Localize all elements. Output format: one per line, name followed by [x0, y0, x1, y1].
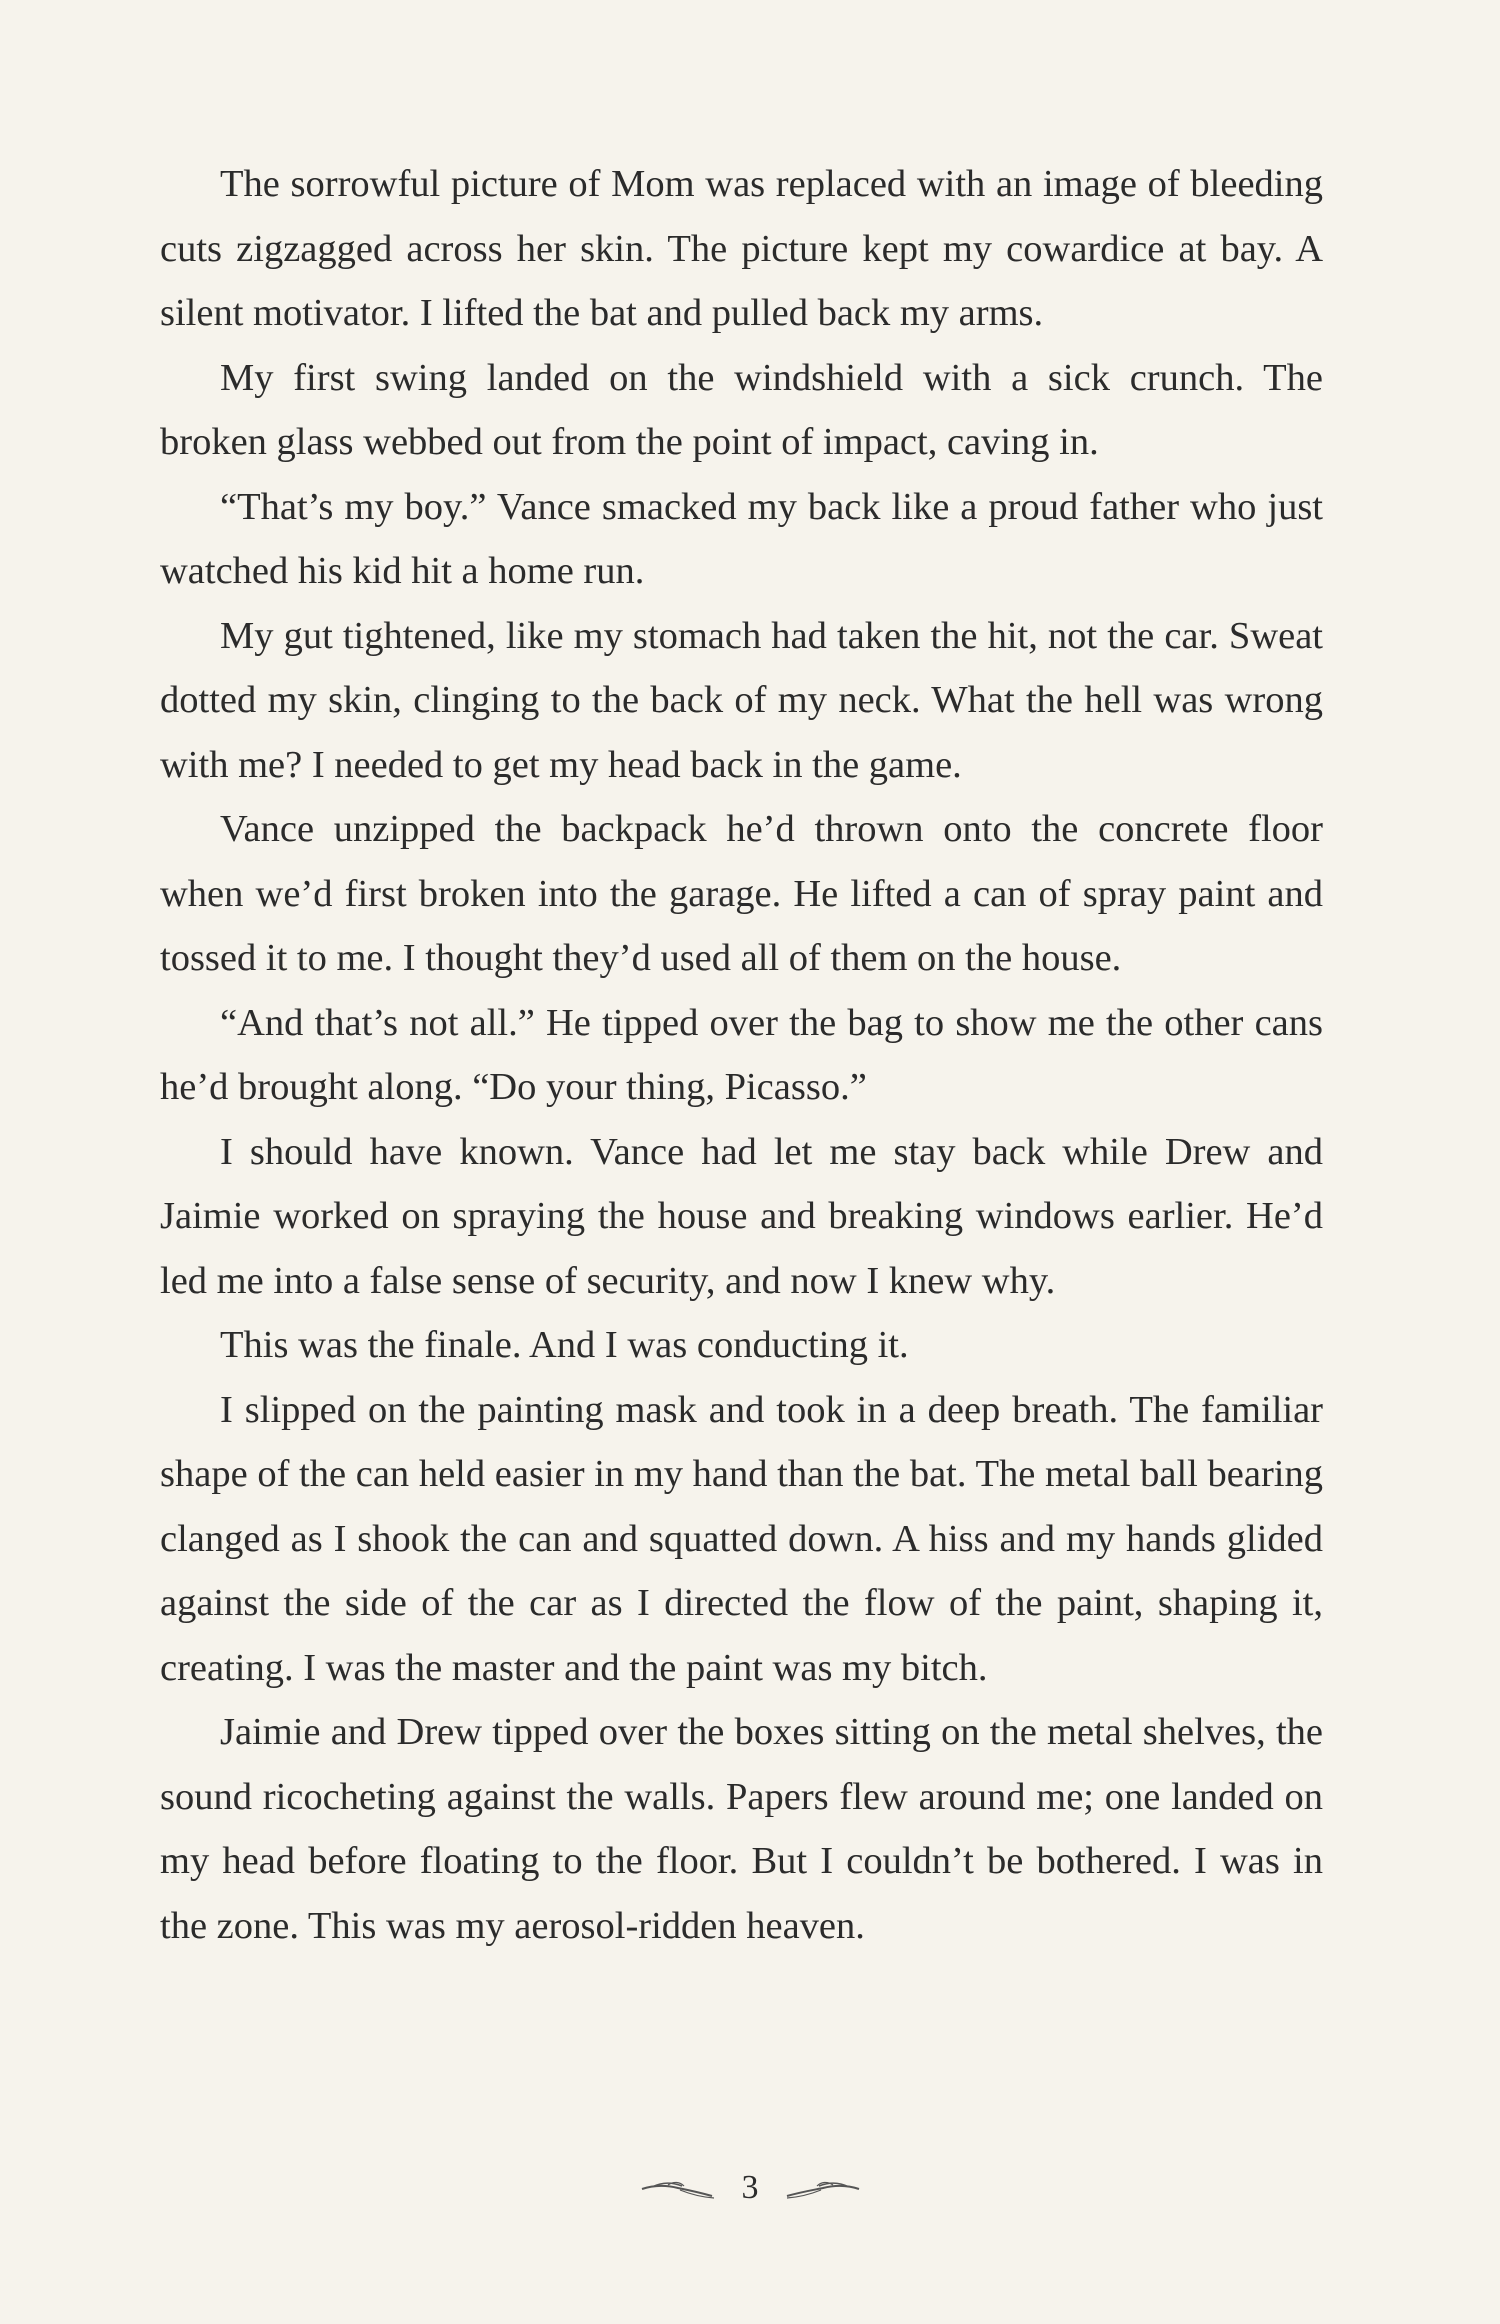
flourish-right-icon: [785, 2176, 861, 2200]
paragraph-10: Jaimie and Drew tipped over the boxes sitting on the metal shelves, the sound ricocheting against the walls. Papers flew around me; one landed on my head before floating to the floor. But I couldn’t be bothered. I was in the zone. This was my aerosol-ridden heaven.: [160, 1711, 1323, 1947]
paragraph-2: My first swing landed on the windshield with a sick crunch. The broken glass webbed out from the point of impact, caving in.: [160, 356, 1323, 463]
paragraph-7: I should have known. Vance had let me stay back while Drew and Jaimie worked on spraying the house and breaking windows earlier. He’d led me into a false sense of security, and now I knew why.: [160, 1130, 1323, 1302]
paragraph-9: I slipped on the painting mask and took in a deep breath. The familiar shape of the can held easier in my hand than the bat. The metal ball bearing clanged as I shook the can and squatted down. A hiss and my hands glided against the side of the car as I directed the flow of the paint, shaping it, creating. I was the master and the paint was my bitch.: [160, 1388, 1323, 1689]
paragraph-8: This was the finale. And I was conducting it.: [220, 1324, 909, 1366]
paragraph-4: My gut tightened, like my stomach had taken the hit, not the car. Sweat dotted my skin, clinging to the back of my neck. What the hell was wrong with me? I needed to get my head back in the game.: [160, 614, 1323, 786]
flourish-left-icon: [640, 2176, 716, 2200]
book-page-text: [160, 152, 1323, 2162]
page-footer: [0, 2158, 1500, 2218]
paragraph-5: Vance unzipped the backpack he’d thrown onto the concrete floor when we’d first broken into the garage. He lifted a can of spray paint and tossed it to me. I thought they’d used all of them on the house.: [160, 808, 1323, 979]
paragraph-3: “That’s my boy.” Vance smacked my back like a proud father who just watched his kid hit a home run.: [160, 485, 1323, 592]
paragraph-6: “And that’s not all.” He tipped over the bag to show me the other cans he’d brought along. “Do your thing, Picasso.”: [160, 1001, 1323, 1108]
page-number: 3: [741, 2169, 759, 2206]
paragraph-1: The sorrowful picture of Mom was replaced with an image of bleeding cuts zigzagged across her skin. The picture kept my cowardice at bay. A silent motivator. I lifted the bat and pulled back my arms.: [160, 163, 1323, 334]
